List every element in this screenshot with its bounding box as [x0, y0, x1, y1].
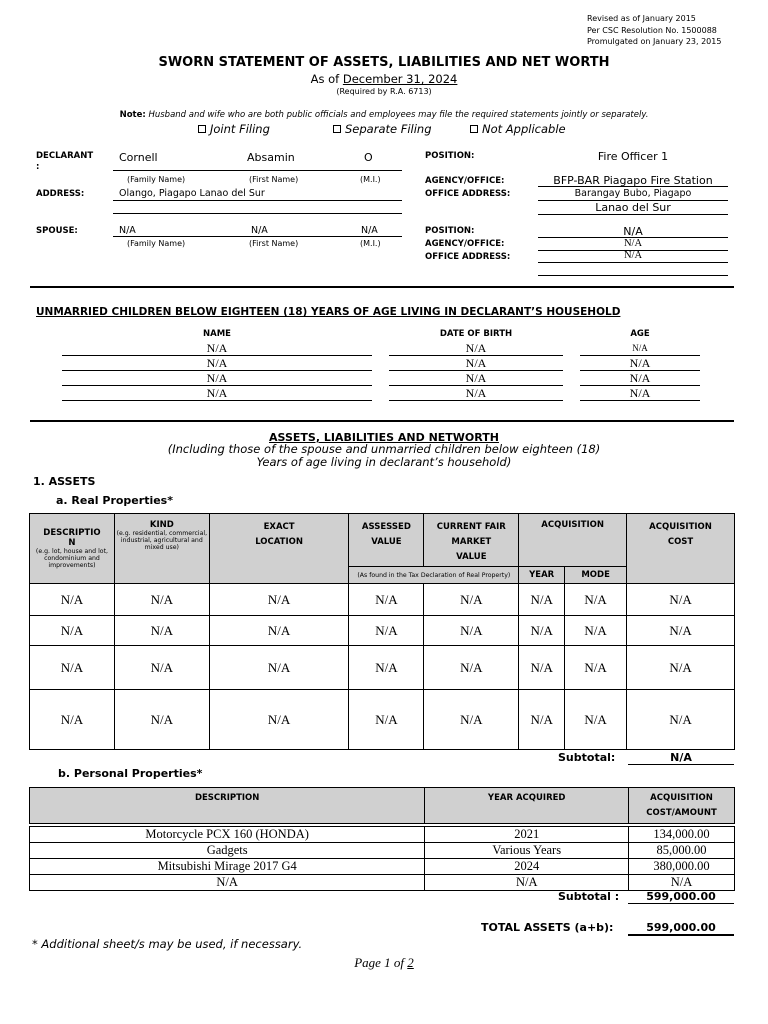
table-row	[30, 690, 735, 750]
col-year: YEAR	[519, 567, 565, 584]
pp-description[interactable]: N/A	[30, 875, 425, 891]
rp-market-value[interactable]: N/A	[424, 584, 519, 616]
section-divider	[30, 286, 734, 288]
children-col-name: NAME	[203, 329, 231, 339]
note-text: Husband and wife who are both public officials and employees may file the required statements jointly or separately.	[148, 110, 649, 120]
address-line-1	[113, 200, 402, 201]
rp-location[interactable]: N/A	[209, 616, 349, 646]
pp-cost[interactable]: N/A	[629, 875, 735, 891]
table-row	[30, 859, 735, 875]
child-age[interactable]: N/A	[580, 356, 700, 371]
declarant-name-line	[113, 170, 402, 171]
assets-subtitle-1: (Including those of the spouse and unmarried children below eighteen (18)	[167, 442, 601, 456]
children-col-dob: DATE OF BIRTH	[439, 329, 513, 339]
filing-note	[0, 110, 768, 120]
rp-market-value[interactable]: N/A	[424, 616, 519, 646]
rp-assessed[interactable]: N/A	[349, 584, 424, 616]
declarant-agency[interactable]: BFP-BAR Piagapo Fire Station	[553, 174, 713, 187]
required-by: (Required by R.A. 6713)	[336, 87, 432, 96]
spouse-family-caption: (Family Name)	[127, 239, 186, 248]
first-name-caption: (First Name)	[249, 175, 299, 184]
rp-description[interactable]: N/A	[30, 646, 115, 690]
rp-kind[interactable]: N/A	[114, 646, 209, 690]
office-address-label: OFFICE ADDRESS:	[425, 189, 511, 199]
spouse-office-line-1	[538, 262, 728, 263]
as-of-label: As of	[310, 72, 340, 86]
checkbox-icon[interactable]	[333, 125, 341, 133]
rp-kind[interactable]: N/A	[114, 690, 209, 750]
child-age[interactable]: N/A	[580, 341, 700, 356]
pp-description[interactable]: Mitsubishi Mirage 2017 G4	[30, 859, 425, 875]
spouse-office-line-2	[538, 275, 728, 276]
as-of-date: December 31, 2024	[342, 72, 458, 86]
pp-description[interactable]: Gadgets	[30, 843, 425, 859]
revision-info	[587, 13, 721, 48]
family-name-caption: (Family Name)	[127, 175, 186, 184]
personal-properties-heading: b. Personal Properties*	[58, 767, 203, 780]
rp-cost[interactable]: N/A	[627, 646, 735, 690]
pp-year[interactable]: Various Years	[425, 843, 629, 859]
col-description: DESCRIPTIO N (e.g. lot, house and lot, condominium and improvements)	[30, 514, 115, 584]
option-separate-filing[interactable]	[333, 122, 432, 136]
personal-subtotal-value: 599,000.00	[628, 890, 734, 904]
child-dob[interactable]: N/A	[389, 371, 563, 386]
rp-market-value[interactable]: N/A	[424, 690, 519, 750]
desc-note: (e.g. lot, house and lot, condominium and improvements)	[35, 548, 108, 569]
table-row	[30, 875, 735, 891]
declarant-family-name[interactable]: Cornell	[119, 151, 158, 164]
address-line-2	[113, 213, 402, 214]
checkbox-icon[interactable]	[470, 125, 478, 133]
child-name[interactable]: N/A	[62, 356, 372, 371]
pp-year[interactable]: 2024	[425, 859, 629, 875]
rp-assessed[interactable]: N/A	[349, 646, 424, 690]
real-subtotal-label: Subtotal:	[558, 751, 616, 764]
rp-market-value[interactable]: N/A	[424, 646, 519, 690]
page-number	[0, 955, 768, 971]
checkbox-icon[interactable]	[198, 125, 206, 133]
children-section-title: UNMARRIED CHILDREN BELOW EIGHTEEN (18) YEARS OF AGE LIVING IN DECLARANT’S HOUSEHOLD	[36, 306, 621, 318]
real-properties-heading: a. Real Properties*	[56, 494, 173, 507]
col-acquisition-cost: ACQUISITION COST	[627, 514, 735, 584]
personal-properties-table	[29, 787, 735, 891]
declarant-colon: :	[36, 162, 40, 172]
col-assessed: ASSESSED VALUE	[349, 514, 424, 567]
rp-location[interactable]: N/A	[209, 690, 349, 750]
table-row	[30, 646, 735, 690]
declarant-office-address-2[interactable]: Lanao del Sur	[595, 201, 671, 214]
note-label: Note:	[119, 110, 146, 120]
rp-year[interactable]: N/A	[519, 616, 565, 646]
rp-description[interactable]: N/A	[30, 616, 115, 646]
revised-text: Revised as of January 2015	[587, 14, 696, 23]
total-assets-label: TOTAL ASSETS (a+b):	[481, 921, 614, 934]
promulgated-text: Promulgated on January 23, 2015	[587, 37, 722, 46]
rp-location[interactable]: N/A	[209, 584, 349, 616]
declarant-office-address-1[interactable]: Barangay Bubo, Piagapo	[574, 188, 692, 199]
spouse-mi-caption: (M.I.)	[360, 239, 381, 248]
spouse-agency-label: AGENCY/OFFICE:	[425, 239, 505, 249]
rp-year[interactable]: N/A	[519, 646, 565, 690]
rp-location[interactable]: N/A	[209, 646, 349, 690]
spouse-position[interactable]: N/A	[623, 225, 643, 238]
rp-mode[interactable]: N/A	[565, 584, 627, 616]
col-current-fair-market: CURRENT FAIR MARKET VALUE	[424, 514, 519, 567]
as-of-line	[0, 72, 768, 86]
rp-mode[interactable]: N/A	[565, 690, 627, 750]
rp-description[interactable]: N/A	[30, 584, 115, 616]
real-properties-body	[30, 584, 735, 750]
resolution-text: Per CSC Resolution No. 1500088	[587, 25, 717, 35]
page-total: 2	[407, 955, 414, 970]
pp-description[interactable]: Motorcycle PCX 160 (HONDA)	[30, 827, 425, 843]
agency-line	[538, 186, 728, 187]
child-name[interactable]: N/A	[62, 386, 372, 401]
rp-cost[interactable]: N/A	[627, 616, 735, 646]
assets-heading: 1. ASSETS	[33, 475, 96, 488]
rp-cost[interactable]: N/A	[627, 690, 735, 750]
rp-year[interactable]: N/A	[519, 690, 565, 750]
child-dob[interactable]: N/A	[389, 341, 563, 356]
spouse-first-name[interactable]: N/A	[251, 225, 268, 236]
rp-kind[interactable]: N/A	[114, 584, 209, 616]
table-row	[30, 827, 735, 843]
spouse-position-label: POSITION:	[425, 226, 475, 236]
spouse-agency[interactable]: N/A	[623, 238, 643, 249]
spouse-office-address-label: OFFICE ADDRESS:	[425, 252, 511, 262]
option-joint-filing[interactable]	[198, 122, 270, 136]
spouse-first-caption: (First Name)	[249, 239, 299, 248]
pp-col-year: YEAR ACQUIRED	[425, 788, 629, 824]
mi-caption: (M.I.)	[360, 175, 381, 184]
address-label: ADDRESS:	[36, 189, 85, 199]
spouse-mi[interactable]: N/A	[361, 225, 378, 236]
pp-cost[interactable]: 380,000.00	[629, 859, 735, 875]
option-not-applicable[interactable]	[470, 122, 566, 136]
declarant-position[interactable]: Fire Officer 1	[597, 150, 669, 163]
total-assets-value: 599,000.00	[628, 921, 734, 936]
rp-assessed[interactable]: N/A	[349, 616, 424, 646]
spouse-office-address[interactable]: N/A	[623, 250, 643, 261]
assets-section-title: ASSETS, LIABILITIES AND NETWORTH	[269, 431, 499, 444]
document-title: SWORN STATEMENT OF ASSETS, LIABILITIES AND NET WORTH	[158, 55, 610, 70]
personal-properties-body	[30, 827, 735, 891]
tax-declaration-note: (As found in the Tax Declaration of Real Property)	[349, 567, 519, 584]
pp-col-description: DESCRIPTION	[30, 788, 425, 824]
spouse-name-line	[113, 236, 402, 237]
table-row	[30, 616, 735, 646]
kind-note: (e.g. residential, commercial, industrial, agricultural and mixed use)	[116, 530, 208, 551]
col-location: EXACT LOCATION	[209, 514, 349, 584]
declarant-label: DECLARANT	[36, 151, 94, 161]
real-subtotal-value: N/A	[628, 751, 734, 765]
rp-kind[interactable]: N/A	[114, 616, 209, 646]
real-properties-table	[29, 513, 735, 750]
assets-subtitle-2: Years of age living in declarant’s household)	[256, 455, 512, 469]
rp-mode[interactable]: N/A	[565, 616, 627, 646]
table-row	[30, 584, 735, 616]
col-kind: KIND (e.g. residential, commercial, industrial, agricultural and mixed use)	[114, 514, 209, 584]
office-address-line-2	[538, 214, 728, 215]
spouse-family-name[interactable]: N/A	[119, 225, 136, 236]
pp-cost[interactable]: 85,000.00	[629, 843, 735, 859]
child-age[interactable]: N/A	[580, 386, 700, 401]
children-col-age: AGE	[630, 329, 650, 339]
declarant-mi[interactable]: O	[364, 151, 373, 164]
personal-subtotal-label: Subtotal :	[558, 890, 620, 903]
pp-year[interactable]: N/A	[425, 875, 629, 891]
spouse-label: SPOUSE:	[36, 226, 78, 236]
additional-sheets-note: * Additional sheet/s may be used, if necessary.	[32, 937, 303, 951]
pp-col-cost: ACQUISITION COST/AMOUNT	[629, 788, 735, 824]
col-mode: MODE	[565, 567, 627, 584]
rp-mode[interactable]: N/A	[565, 646, 627, 690]
child-name[interactable]: N/A	[62, 341, 372, 356]
child-age[interactable]: N/A	[580, 371, 700, 386]
col-acquisition: ACQUISITION	[519, 514, 627, 567]
rp-assessed[interactable]: N/A	[349, 690, 424, 750]
pp-cost[interactable]: 134,000.00	[629, 827, 735, 843]
section-divider-2	[30, 420, 734, 422]
table-row	[30, 843, 735, 859]
rp-description[interactable]: N/A	[30, 690, 115, 750]
agency-label: AGENCY/OFFICE:	[425, 176, 505, 186]
child-dob[interactable]: N/A	[389, 386, 563, 401]
declarant-address[interactable]: Olango, Piagapo Lanao del Sur	[119, 188, 265, 199]
declarant-first-name[interactable]: Absamin	[247, 151, 295, 164]
position-label: POSITION:	[425, 151, 475, 161]
child-dob[interactable]: N/A	[389, 356, 563, 371]
pp-year[interactable]: 2021	[425, 827, 629, 843]
option-label: Joint Filing	[210, 122, 270, 136]
rp-year[interactable]: N/A	[519, 584, 565, 616]
child-name[interactable]: N/A	[62, 371, 372, 386]
rp-cost[interactable]: N/A	[627, 584, 735, 616]
page-prefix: Page 1 of	[354, 955, 408, 970]
option-label: Separate Filing	[345, 122, 432, 136]
option-label: Not Applicable	[482, 122, 566, 136]
